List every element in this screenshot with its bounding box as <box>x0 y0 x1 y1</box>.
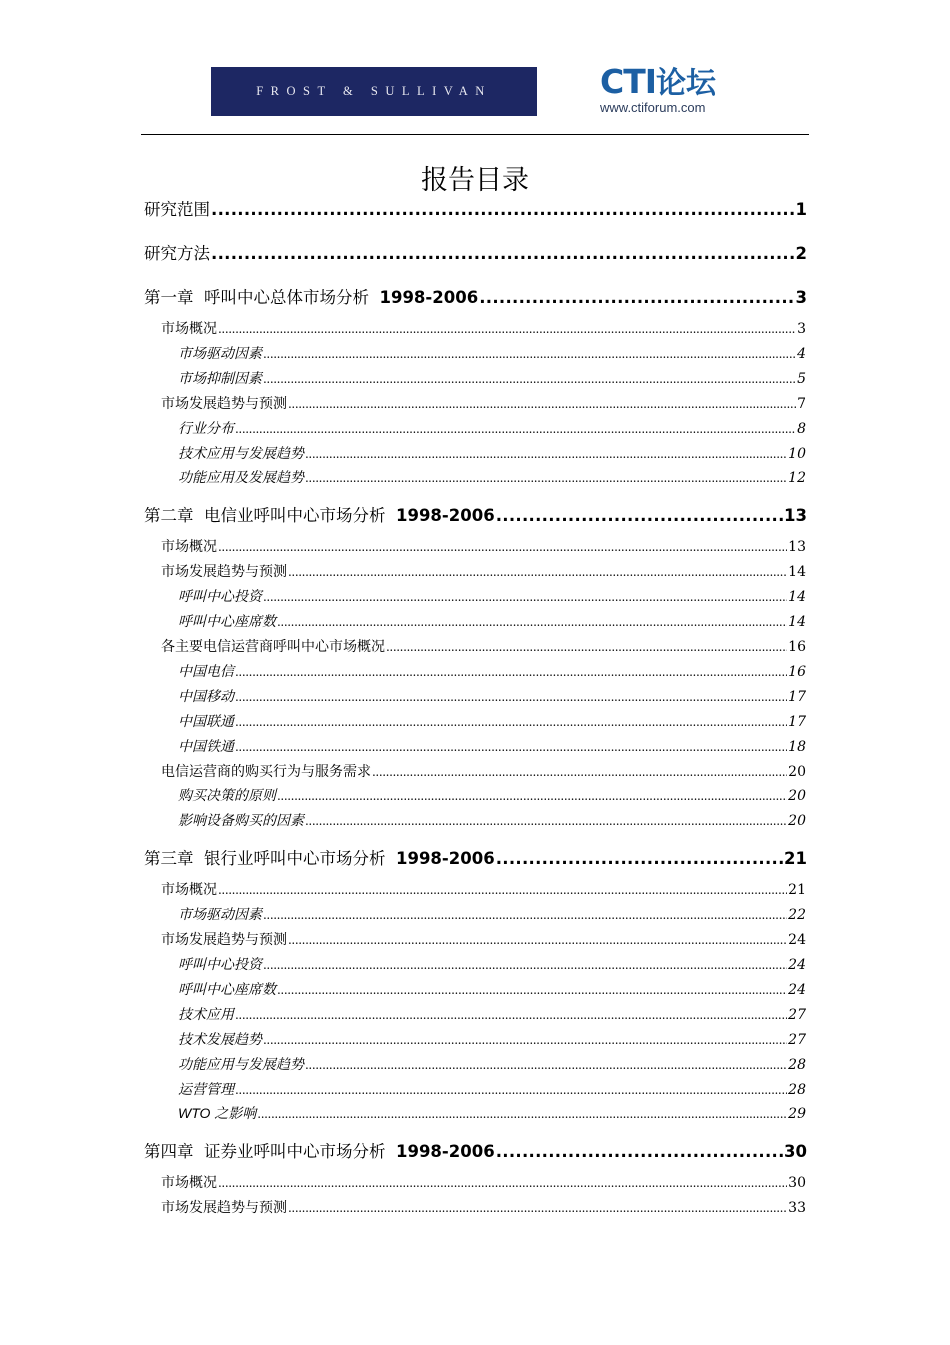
toc-page-number: 14 <box>788 589 806 606</box>
toc-entry-label <box>161 1172 217 1192</box>
toc-entry-label-text: 呼叫中心投资 <box>178 589 262 606</box>
toc-entry-label <box>178 954 262 974</box>
toc-page-number: 22 <box>788 907 806 924</box>
toc-entry-label-text: 技术发展趋势 <box>178 1031 262 1048</box>
toc-entry-label <box>178 1054 304 1074</box>
toc-entry-level2[interactable] <box>161 536 806 556</box>
toc-entry-level2[interactable] <box>161 1172 806 1192</box>
toc-leader-dots <box>235 665 787 679</box>
toc-entry-level3[interactable] <box>178 661 806 681</box>
toc-entry-level2[interactable] <box>161 636 806 656</box>
toc-entry-label-text: 市场驱动因素 <box>178 345 262 362</box>
toc-entry-label <box>178 711 234 731</box>
toc-entry-level3[interactable] <box>178 418 806 438</box>
toc-page-number: 2 <box>795 244 807 263</box>
toc-entry-label-text: 电信运营商的购买行为与服务需求 <box>161 763 371 780</box>
toc-entry-level3[interactable] <box>178 343 806 363</box>
toc-entry-level2[interactable] <box>161 879 806 899</box>
toc-entry-label <box>144 240 210 264</box>
toc-entry-label-text: 市场概况 <box>161 539 217 556</box>
toc-entry-label <box>178 736 234 756</box>
toc-entry-label <box>178 467 304 487</box>
toc-entry-label <box>144 502 495 526</box>
toc-entry-label-text: 呼叫中心座席数 <box>178 981 276 998</box>
toc-page-number: 17 <box>788 713 806 730</box>
toc-entry-label-text: 中国移动 <box>178 688 234 705</box>
toc-entry-label-text: 购买决策的原则 <box>178 788 276 805</box>
toc-page-number: 24 <box>788 957 806 973</box>
toc-leader-dots <box>479 288 794 307</box>
toc-entry-label-text: 第三章 银行业呼叫中心市场分析 <box>144 849 396 869</box>
header-rule <box>141 134 809 135</box>
toc-entry-label <box>161 1197 287 1217</box>
toc-leader-dots <box>305 1058 787 1072</box>
toc-entry-label-prefix: WTO <box>178 1105 215 1122</box>
toc-entry-label <box>178 904 262 924</box>
toc-entry-level3[interactable] <box>178 611 806 631</box>
toc-page-number: 16 <box>788 639 806 655</box>
toc-entry-label-text: 各主要电信运营商呼叫中心市场概况 <box>161 639 385 655</box>
toc-entry-label <box>178 443 304 463</box>
toc-entry-label-text: 之影响 <box>214 1106 257 1123</box>
toc-entry-level3[interactable] <box>178 368 806 388</box>
toc-page-number: 21 <box>788 882 806 899</box>
toc-entry-label <box>178 368 262 388</box>
toc-page-number: 24 <box>788 932 806 949</box>
toc-entry-label-text: 技术应用 <box>178 1006 234 1023</box>
toc-leader-dots <box>235 690 787 704</box>
toc-leader-dots <box>218 1176 787 1190</box>
toc-entry-label <box>178 686 234 706</box>
page-title: 报告目录 <box>421 165 529 197</box>
toc-entry-level3[interactable] <box>178 736 806 756</box>
toc-page-number: 12 <box>788 470 806 487</box>
toc-entry-label-text: 呼叫中心投资 <box>178 957 262 973</box>
toc-entry-level1[interactable] <box>144 196 807 220</box>
toc-entry-label-text: 市场驱动因素 <box>178 907 262 924</box>
toc-entry-label <box>161 561 287 581</box>
toc-page-number: 30 <box>788 1175 806 1192</box>
toc-page-number: 27 <box>788 1006 806 1023</box>
toc-entry-label-text: 功能应用与发展趋势 <box>178 1056 304 1073</box>
toc-entry-label-years: 1998-2006 <box>395 849 495 869</box>
toc-entry-label-text: 市场概况 <box>161 321 217 337</box>
toc-leader-dots <box>288 565 787 579</box>
cti-forum-logo <box>600 62 745 117</box>
toc-entry-label <box>161 536 217 556</box>
toc-leader-dots <box>263 958 787 972</box>
toc-entry-label-years: 1998-2006 <box>379 288 479 307</box>
toc-entry-level3[interactable] <box>178 1054 806 1074</box>
toc-entry-label <box>144 1138 495 1162</box>
toc-page-number: 3 <box>795 288 807 307</box>
toc-leader-dots <box>288 397 796 411</box>
toc-leader-dots <box>277 983 787 997</box>
toc-entry-label-text: 市场概况 <box>161 1175 217 1192</box>
toc-entry-label <box>161 761 371 781</box>
toc-entry-level2[interactable] <box>161 929 806 949</box>
toc-entry-label <box>178 586 262 606</box>
toc-page-number: 28 <box>788 1081 806 1098</box>
toc-entry-level3[interactable] <box>178 1004 806 1024</box>
toc-entry-level1[interactable] <box>144 284 807 308</box>
toc-page-number: 13 <box>788 539 806 556</box>
cti-logo-cn: 论坛 <box>656 66 717 101</box>
toc-entry-label-years: 1998-2006 <box>395 1142 495 1162</box>
toc-page-number: 33 <box>788 1200 806 1217</box>
toc-entry-label <box>161 879 217 899</box>
toc-leader-dots <box>263 908 787 922</box>
toc-entry-label-text: 中国电信 <box>178 663 234 680</box>
toc-page-number: 20 <box>788 788 806 805</box>
toc-entry-label <box>178 785 276 805</box>
toc-leader-dots <box>496 849 783 868</box>
toc-leader-dots <box>257 1107 787 1121</box>
toc-page-number: 16 <box>788 663 806 680</box>
toc-entry-label <box>161 318 217 338</box>
toc-entry-level1[interactable] <box>144 1138 807 1162</box>
toc-page-number: 10 <box>788 445 806 462</box>
toc-entry-label-text: 市场抑制因素 <box>178 370 262 387</box>
toc-entry-level3[interactable] <box>178 954 806 974</box>
toc-entry-label-text: 市场发展趋势与预测 <box>161 395 287 412</box>
toc-entry-label <box>144 284 478 308</box>
toc-entry-label-text: 研究方法 <box>144 244 210 263</box>
toc-entry-label-text: 呼叫中心座席数 <box>178 614 276 631</box>
toc-entry-label <box>178 1103 256 1123</box>
toc-leader-dots <box>218 883 787 897</box>
toc-page-number: 29 <box>788 1106 806 1123</box>
toc-entry-label-text: 市场概况 <box>161 882 217 899</box>
toc-page-number: 7 <box>797 395 806 412</box>
toc-entry-level3[interactable] <box>178 711 806 731</box>
toc-page-number: 17 <box>788 688 806 705</box>
toc-entry-label-text: 功能应用及发展趋势 <box>178 470 304 487</box>
toc-entry-label-text: 市场发展趋势与预测 <box>161 1200 287 1217</box>
toc-page-number: 4 <box>797 345 806 362</box>
toc-leader-dots <box>496 1142 783 1161</box>
toc-page-number: 3 <box>797 321 806 337</box>
toc-entry-level3[interactable] <box>178 979 806 999</box>
toc-entry-label-text: 市场发展趋势与预测 <box>161 564 287 581</box>
toc-entry-label-text: 运营管理 <box>178 1081 234 1098</box>
toc-entry-label <box>144 845 495 869</box>
toc-page-number: 24 <box>788 981 806 998</box>
toc-entry-level1[interactable] <box>144 502 807 526</box>
toc-leader-dots <box>263 347 796 361</box>
toc-page-number: 28 <box>788 1056 806 1073</box>
frost-sullivan-logo: FROST & SULLIVAN <box>211 67 537 116</box>
toc-leader-dots <box>305 471 787 485</box>
toc-page-number: 21 <box>784 849 807 869</box>
toc-entry-level2[interactable] <box>161 393 806 413</box>
toc-entry-level3[interactable] <box>178 443 806 463</box>
toc-entry-level1[interactable] <box>144 240 807 264</box>
toc-page-number: 14 <box>788 564 806 581</box>
toc-leader-dots <box>288 933 787 947</box>
toc-entry-label-years: 1998-2006 <box>395 506 495 526</box>
cti-logo-latin: CTI <box>600 62 657 101</box>
toc-page-number: 8 <box>797 420 806 437</box>
toc-entry-label-text: 中国铁通 <box>178 738 234 755</box>
toc-leader-dots <box>235 715 787 729</box>
toc-entry-label <box>178 343 262 363</box>
toc-entry-level3[interactable] <box>178 686 806 706</box>
toc-entry-level3[interactable] <box>178 810 806 830</box>
toc-entry-label-text: 市场发展趋势与预测 <box>161 932 287 949</box>
toc-entry-level3[interactable] <box>178 904 806 924</box>
toc-entry-level3[interactable] <box>178 1029 806 1049</box>
toc-entry-label <box>161 636 385 656</box>
toc-entry-level3[interactable] <box>178 785 806 805</box>
toc-entry-level3[interactable] <box>178 1079 806 1099</box>
toc-entry-level1[interactable] <box>144 845 807 869</box>
toc-entry-label-text: 研究范围 <box>144 200 210 219</box>
toc-leader-dots <box>211 244 795 263</box>
toc-entry-label-text: 第一章 呼叫中心总体市场分析 <box>144 288 380 307</box>
toc-entry-level3[interactable] <box>178 467 806 487</box>
toc-leader-dots <box>386 640 787 654</box>
toc-entry-level2[interactable] <box>161 318 806 338</box>
toc-entry-label-text: 第二章 电信业呼叫中心市场分析 <box>144 506 396 526</box>
toc-page-number: 20 <box>788 813 806 830</box>
toc-page-number: 5 <box>797 370 806 387</box>
toc-leader-dots <box>288 1201 787 1215</box>
toc-leader-dots <box>277 615 787 629</box>
toc-entry-level2[interactable] <box>161 1197 806 1217</box>
toc-entry-level2[interactable] <box>161 761 806 781</box>
toc-leader-dots <box>235 740 787 754</box>
toc-leader-dots <box>235 1083 787 1097</box>
toc-page-number: 13 <box>784 506 807 526</box>
toc-entry-level3[interactable] <box>178 1103 806 1123</box>
toc-entry-label <box>161 393 287 413</box>
toc-leader-dots <box>263 590 787 604</box>
toc-leader-dots <box>235 1008 787 1022</box>
toc-entry-label <box>178 979 276 999</box>
toc-entry-level3[interactable] <box>178 586 806 606</box>
toc-entry-label <box>178 1029 262 1049</box>
toc-page-number: 18 <box>788 738 806 755</box>
toc-entry-label <box>178 611 276 631</box>
toc-entry-label-text: 第四章 证券业呼叫中心市场分析 <box>144 1142 396 1162</box>
toc-page-number: 20 <box>788 763 806 780</box>
toc-leader-dots <box>218 540 787 554</box>
cti-logo-mark <box>600 62 745 101</box>
toc-leader-dots <box>218 322 796 336</box>
toc-leader-dots <box>305 814 787 828</box>
toc-leader-dots <box>305 447 787 461</box>
toc-entry-label <box>178 1004 234 1024</box>
toc-entry-label-text: 中国联通 <box>178 713 234 730</box>
toc-page-number: 30 <box>784 1142 807 1162</box>
toc-page-number: 1 <box>795 200 807 219</box>
toc-leader-dots <box>372 765 787 779</box>
toc-leader-dots <box>277 789 787 803</box>
toc-entry-label <box>178 661 234 681</box>
toc-page-number: 27 <box>788 1031 806 1048</box>
toc-entry-label-text: 技术应用与发展趋势 <box>178 445 304 462</box>
toc-entry-label <box>178 1079 234 1099</box>
toc-entry-label <box>161 929 287 949</box>
toc-leader-dots <box>263 1033 787 1047</box>
cti-logo-url: www.ctiforum.com <box>600 100 706 115</box>
toc-entry-level2[interactable] <box>161 561 806 581</box>
toc-leader-dots <box>263 372 796 386</box>
toc-page-number: 14 <box>788 614 806 631</box>
toc-leader-dots <box>211 200 795 219</box>
toc-entry-label <box>178 418 234 438</box>
toc-leader-dots <box>496 506 783 525</box>
toc-entry-label-text: 行业分布 <box>178 420 234 437</box>
toc-leader-dots <box>235 422 796 436</box>
toc-entry-label-text: 影响设备购买的因素 <box>178 813 304 830</box>
toc-entry-label <box>144 196 210 220</box>
toc-entry-label <box>178 810 304 830</box>
